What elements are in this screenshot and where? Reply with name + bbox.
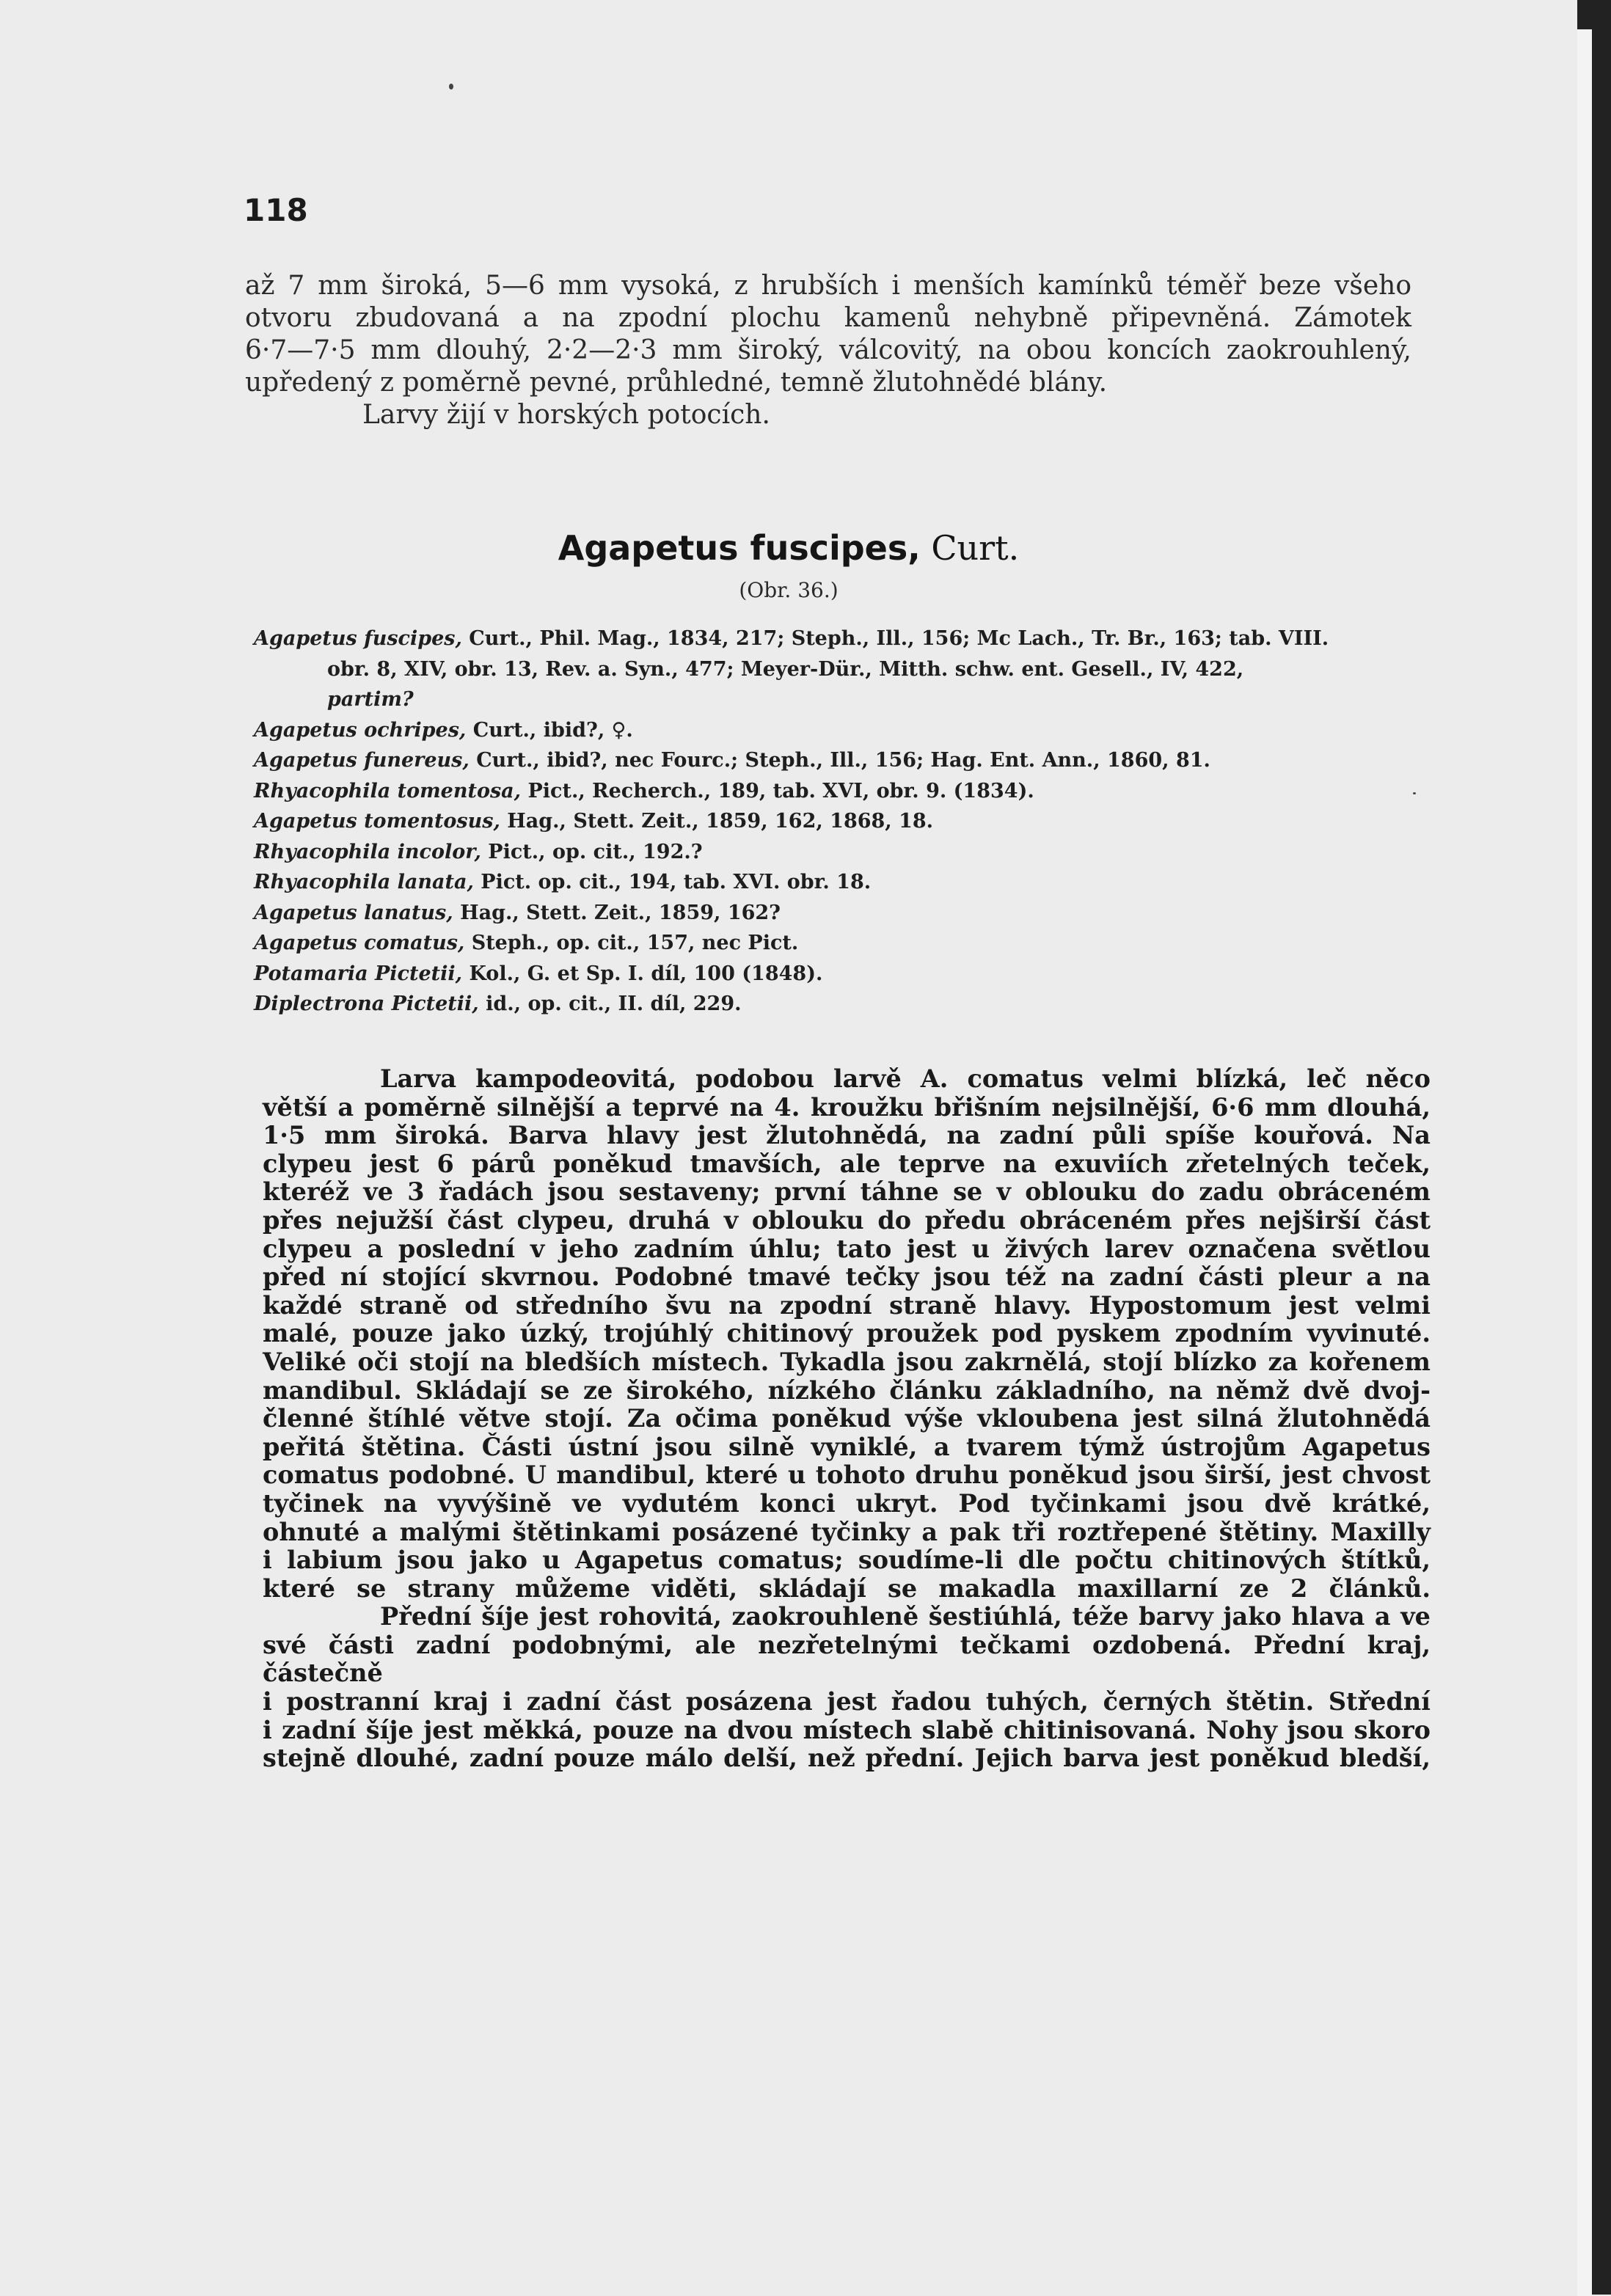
synonym-ref: Hag., Stett. Zeit., 1859, 162, 1868, 18. [507,810,934,833]
synonym-ref: Steph., op. cit., 157, nec Pict. [471,932,799,954]
species-name: Agapetus fuscipes, [558,528,921,568]
main-text [263,1065,1431,1773]
print-speck [1413,792,1416,794]
synonym-entry [254,928,1428,959]
synonym-entry [254,806,1428,837]
text-line: každé straně od středního švu na zpodní straně hlavy. Hypostomum jest velmi [263,1290,1431,1320]
text-line: kteréž ve 3 řadách jsou sestaveny; první táhne se v oblouku do zadu obráceném [263,1177,1431,1207]
species-author: Curt. [931,528,1020,568]
text-line: ohnuté a malými štětinkami posázené tyčinky a pak tři roztřepené štětiny. Maxilly [263,1517,1431,1546]
intro-line: otvoru zbudovaná a na zpodní plochu kamenů nehybně připevněná. Zámotek [245,303,1411,333]
text-line: 1·5 mm široká. Barva hlavy jest žlutohnědá, na zadní půli spíše kouřová. Na [263,1121,1431,1150]
synonym-ref: Pict., op. cit., 192.? [488,840,703,863]
synonym-name: Potamaria Pictetii, [254,962,463,985]
synonym-entry [254,715,1428,746]
text-line: větší a poměrně silnější a teprvé na 4. kroužku břišním nejsilnější, 6·6 mm dlouhá, [263,1092,1431,1122]
synonym-entry [254,959,1428,990]
synonym-name: Diplectrona Pictetii, [254,992,479,1015]
synonym-ref: Kol., G. et Sp. I. díl, 100 (1848). [469,962,823,985]
synonym-entry [254,867,1428,898]
text-line: i postranní kraj i zadní část posázena jest řadou tuhých, černých štětin. Střední [263,1687,1431,1716]
text-line: clypeu a poslední v jeho zadním úhlu; tato jest u živých larev označena světlou [263,1234,1431,1263]
synonym-name: Agapetus lanatus, [254,901,453,924]
synonym-name: Rhyacophila incolor, [254,840,481,863]
text-line: své části zadní podobnými, ale nezřetelnými tečkami ozdobená. Přední kraj, částečně [263,1630,1431,1688]
print-speck [449,84,453,89]
paragraph-larva [263,1065,1431,1603]
intro-line: Larvy žijí v horských potocích. [362,400,770,430]
synonym-name: Agapetus funereus, [254,749,470,772]
synonym-entry [254,989,1428,1020]
text-line: přes nejužší část clypeu, druhá v oblouku do předu obráceném přes nejširší část [263,1205,1431,1235]
synonym-ref: Curt., Phil. Mag., 1834, 217; Steph., Ill., 156; Mc Lach., Tr. Br., 163; tab. VIII. [469,627,1329,650]
synonymy-list [254,624,1428,1020]
synonym-continuation: obr. 8, XIV, obr. 13, Rev. a. Syn., 477; Meyer-Dür., Mitth. schw. ent. Gesell., IV, 422, [327,657,1244,681]
text-line: comatus podobné. U mandibul, které u tohoto druhu poněkud jsou širší, jest chvost [263,1460,1431,1490]
synonym-entry [254,624,1428,715]
text-line: které se strany můžeme viděti, skládají se makadla maxillarní ze 2 článků. [263,1573,1431,1603]
synonym-entry [254,837,1428,868]
synonym-name: Agapetus fuscipes, [254,627,462,650]
intro-line: až 7 mm široká, 5—6 mm vysoká, z hrubších i menších kamínků téměř beze všeho [245,271,1411,301]
text-line: peřitá štětina. Části ústní jsou silně vyniklé, a tvarem týmž ústrojům Agapetus [263,1432,1431,1461]
synonym-continuation-italic: partim? [327,688,414,711]
synonym-entry [254,745,1428,776]
text-line: Veliké oči stojí na bledších místech. Tykadla jsou zakrnělá, stojí blízko za kořenem [263,1347,1431,1376]
synonym-entry [254,898,1428,929]
page-number: 118 [244,192,308,228]
text-line: i labium jsou jako u Agapetus comatus; soudíme-li dle počtu chitinových štítků, [263,1546,1431,1575]
synonym-name: Agapetus ochripes, [254,718,467,742]
intro-text [245,270,1411,431]
synonym-ref: id., op. cit., II. díl, 229. [486,992,742,1015]
text-line: tyčinek na vyvýšině ve vydutém konci ukryt. Pod tyčinkami jsou dvě krátké, [263,1488,1431,1518]
text-line: před ní stojící skvrnou. Podobné tmavé tečky jsou též na zadní části pleur a na [263,1262,1431,1292]
synonym-ref: Curt., ibid?, nec Fourc.; Steph., Ill., 156; Hag. Ent. Ann., 1860, 81. [476,749,1210,772]
synonym-name: Agapetus comatus, [254,932,465,954]
text-line: mandibul. Skládají se ze širokého, nízkého článku základního, na němž dvě dvoj- [263,1375,1431,1405]
paragraph-prothorax [263,1603,1431,1773]
text-line: členné štíhlé větve stojí. Za očima poněkud výše vkloubena jest silná žlutohnědá [263,1404,1431,1433]
synonym-ref: Curt., ibid?, ♀. [472,718,633,742]
synonym-ref: Hag., Stett. Zeit., 1859, 162? [460,901,781,924]
synonym-name: Rhyacophila tomentosa, [254,779,522,802]
text-line: malé, pouze jako úzký, trojúhlý chitinový proužek pod pyskem zpodním vyvinuté. [263,1319,1431,1348]
intro-line: 6·7—7·5 mm dlouhý, 2·2—2·3 mm široký, válcovitý, na obou koncích zaokrouhlený, [245,335,1411,365]
text-line: stejně dlouhé, zadní pouze málo delší, než přední. Jejich barva jest poněkud bledší, [263,1744,1431,1773]
text-line: i zadní šíje jest měkká, pouze na dvou místech slabě chitinisovaná. Nohy jsou skoro [263,1715,1431,1744]
synonym-ref: Pict. op. cit., 194, tab. XVI. obr. 18. [481,871,872,893]
next-page-edge [1577,29,1592,2296]
synonym-name: Agapetus tomentosus, [254,810,500,833]
text-line: clypeu jest 6 párů poněkud tmavších, ale teprve na exuviích zřetelných teček, [263,1149,1431,1178]
text-line: Přední šíje jest rohovitá, zaokrouhleně šestiúhlá, téže barvy jako hlava a ve [380,1602,1431,1631]
synonym-name: Rhyacophila lanata, [254,871,474,893]
synonym-ref: Pict., Recherch., 189, tab. XVI, obr. 9. (1834). [527,779,1034,802]
figure-reference: (Obr. 36.) [739,578,839,602]
synonym-entry [254,776,1428,807]
text-line: Larva kampodeovitá, podobou larvě A. comatus velmi blízká, leč něco [380,1064,1431,1093]
species-heading [0,528,1577,568]
intro-line: upředený z poměrně pevné, průhledné, temně žlutohnědé blány. [245,368,1108,398]
